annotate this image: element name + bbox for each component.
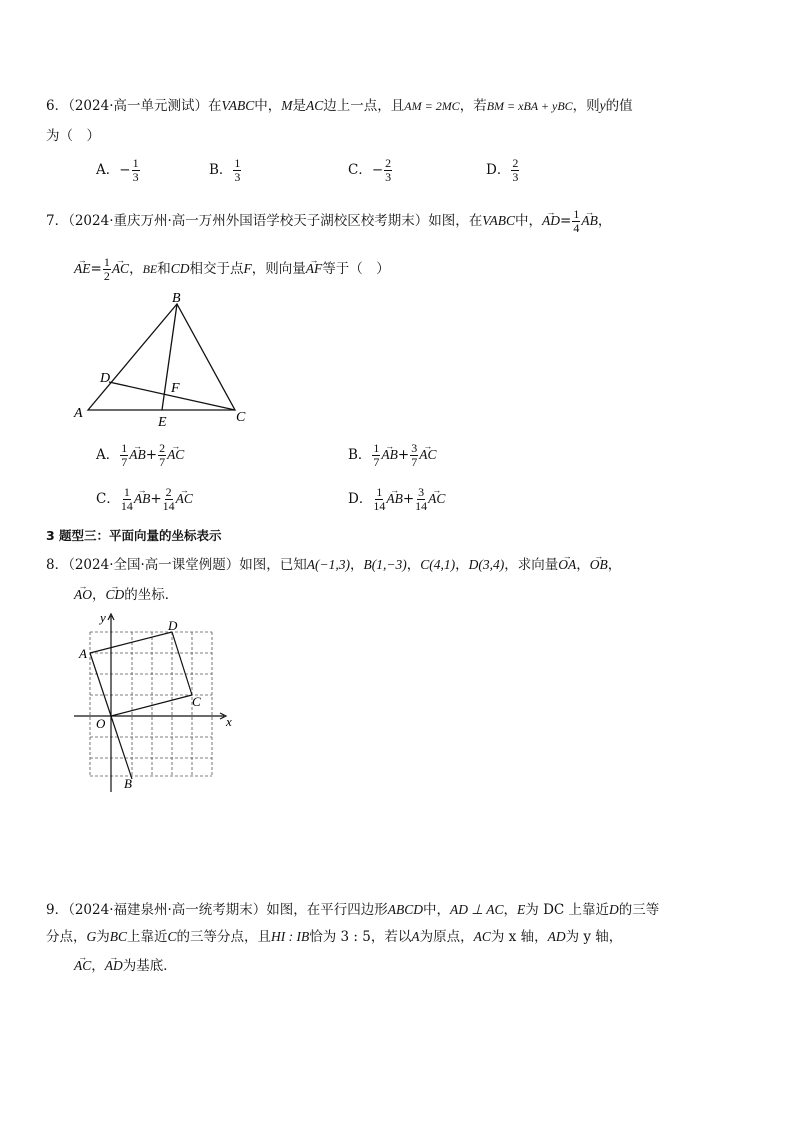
fraction: [373, 486, 385, 513]
option-label: A．: [96, 447, 120, 463]
denominator: 7: [411, 455, 418, 469]
q7-vec-AE: → AE: [74, 260, 91, 278]
denominator: 7: [159, 455, 166, 469]
q7-label-D: D: [100, 371, 111, 386]
numerator: 1: [121, 441, 128, 455]
fraction: [511, 157, 519, 184]
denominator: 3: [512, 170, 519, 184]
q6-option-d[interactable]: [486, 157, 520, 184]
denominator: 3: [385, 170, 392, 184]
q7-text: 等于（ ）: [322, 261, 390, 277]
q7-text: ，: [129, 261, 143, 277]
q8-vec-CD: → CD: [106, 586, 125, 604]
fraction: [384, 157, 392, 184]
q6-stem: 6．（2024·高一单元测试）在: [46, 98, 222, 114]
q7-eq: =: [560, 213, 572, 229]
q8-point-C: C(4,1): [420, 557, 456, 572]
q6-option-b[interactable]: [209, 157, 242, 184]
q8-sep: ，: [350, 557, 364, 573]
fraction: [120, 442, 128, 469]
q6-option-c[interactable]: [348, 157, 393, 184]
q8-label-O: O: [96, 716, 106, 731]
q9-ratio: HI : IB: [271, 929, 310, 944]
option-label: B．: [348, 447, 372, 463]
q9-text: 为原点，: [419, 929, 474, 945]
q7-BE: BE: [142, 262, 158, 276]
q8-vec-OB: → OB: [590, 556, 608, 574]
q7-option-d[interactable]: [348, 486, 445, 513]
fraction: [233, 157, 241, 184]
q9-AD: AD: [547, 929, 566, 944]
q9-text: 为 y 轴，: [565, 929, 623, 945]
q9-A: A: [411, 929, 420, 944]
section-title: 3 题型三：平面向量的坐标表示: [46, 528, 222, 543]
numerator: 3: [411, 441, 418, 455]
q7-vec-AB: → AB: [581, 212, 598, 230]
numerator: 2: [165, 485, 172, 499]
q7-label-C: C: [236, 410, 246, 425]
q6-vector-eq1: AM = 2MC: [404, 99, 460, 113]
q9-ABCD: ABCD: [387, 902, 424, 917]
q8-point-D: D(3,4): [468, 557, 505, 572]
vec-AB: → AB: [129, 446, 146, 464]
q8-sep: ，: [455, 557, 469, 573]
q9-text: 中，: [423, 902, 451, 918]
fraction: [410, 442, 418, 469]
denominator: 14: [162, 499, 175, 513]
q8-label-y: y: [100, 610, 106, 625]
q8-vec-AO: → AO: [74, 586, 92, 604]
fraction: [121, 486, 133, 513]
denominator: 14: [373, 499, 386, 513]
fraction: [103, 256, 111, 283]
q8-label-D: D: [168, 618, 178, 633]
q9-text: ，: [503, 902, 518, 918]
q8-sep: ，: [607, 557, 622, 573]
q9-text: 的三等: [618, 902, 660, 918]
q9-line1: [46, 901, 659, 919]
q9-G: G: [86, 929, 97, 944]
q7-eq: =: [90, 261, 102, 277]
q6-M: M: [281, 98, 293, 113]
fraction: [158, 442, 166, 469]
vec-AC: → AC: [167, 446, 184, 464]
fraction: [132, 157, 140, 184]
plus: +: [397, 447, 410, 463]
q7-vec-AF: → AF: [306, 260, 323, 278]
q9-line2: [46, 928, 622, 946]
q9-sep: ，: [91, 958, 105, 974]
denominator: 7: [121, 455, 128, 469]
q9-text: 上靠近: [127, 929, 168, 945]
q6-text: 边上一点，且: [323, 98, 405, 114]
q8-label-x: x: [226, 714, 232, 729]
q7-triangle-figure: [64, 286, 264, 431]
q7-text: 和: [157, 261, 171, 277]
q9-text: 恰为 3 : 5，若以: [309, 929, 412, 945]
q7-label-B: B: [172, 291, 181, 306]
q9-AC: AC: [473, 929, 491, 944]
q6-text: 是: [292, 98, 306, 114]
fraction: [572, 208, 580, 235]
q7-comma: ，: [597, 213, 612, 229]
vec-AB: → AB: [381, 446, 398, 464]
plus: +: [150, 491, 162, 507]
q7-text: ，则向量: [251, 261, 306, 277]
q6-line1: [46, 97, 633, 115]
q7-text: 相交于点: [189, 261, 244, 277]
q8-line1: [46, 556, 621, 574]
q9-vec-AC: → AC: [74, 957, 91, 975]
plus: +: [145, 447, 158, 463]
q9-D: D: [609, 902, 619, 917]
q9-C: C: [167, 929, 177, 944]
q8-sep: ，: [92, 587, 106, 603]
numerator: 2: [159, 441, 166, 455]
denominator: 7: [373, 455, 380, 469]
vec-AC: → AC: [428, 490, 445, 508]
option-label: D．: [486, 162, 511, 178]
numerator: 3: [418, 485, 425, 499]
denominator: 14: [120, 499, 133, 513]
numerator: 1: [373, 441, 380, 455]
q7-triangle: VABC: [482, 213, 516, 228]
numerator: 2: [512, 156, 519, 170]
denominator: 3: [132, 170, 139, 184]
option-sign: −: [119, 162, 131, 178]
denominator: 3: [234, 170, 241, 184]
q7-label-F: F: [171, 381, 180, 396]
q8-label-B: B: [124, 776, 132, 791]
vec-AB: → AB: [134, 490, 151, 508]
numerator: 1: [123, 485, 130, 499]
vec-AB: → AB: [386, 490, 403, 508]
q8-sep: ，: [576, 557, 590, 573]
q6-line2: 为（ ）: [46, 128, 100, 144]
q7-option-b[interactable]: [348, 442, 437, 469]
denominator: 4: [573, 221, 580, 235]
q6-option-a[interactable]: [96, 157, 141, 184]
q8-vec-OA: → OA: [558, 556, 576, 574]
q8-label-A: A: [79, 646, 87, 661]
option-sign: −: [371, 162, 384, 178]
denominator: 2: [103, 269, 110, 283]
fraction: [372, 442, 380, 469]
option-label: C．: [348, 162, 372, 178]
numerator: 1: [103, 255, 110, 269]
q9-text: 为基底．: [122, 958, 177, 974]
fraction: [415, 486, 427, 513]
q7-F: F: [243, 261, 252, 276]
option-label: D．: [348, 491, 373, 507]
q9-perp: AD ⊥ AC: [450, 902, 504, 917]
q6-text: 中，: [254, 98, 282, 114]
numerator: 1: [573, 207, 580, 221]
q9-text: 为: [96, 929, 110, 945]
q7-text: 中，: [515, 213, 543, 229]
q8-point-A: A(−1,3): [306, 557, 351, 572]
q9-text: 为 DC 上靠近: [525, 902, 610, 918]
q7-line2: [74, 256, 390, 283]
denominator: 14: [415, 499, 428, 513]
q6-text: ，若: [459, 98, 487, 114]
q8-text: ，求向量: [504, 557, 559, 573]
q8-stem: 8．（2024·全国·高一课堂例题）如图，已知: [46, 557, 307, 573]
q8-sep: ，: [406, 557, 421, 573]
q9-E: E: [517, 902, 526, 917]
q8-label-C: C: [192, 694, 201, 709]
numerator: 1: [132, 156, 139, 170]
numerator: 1: [234, 156, 241, 170]
q7-option-c[interactable]: [96, 486, 193, 513]
numerator: 2: [385, 156, 392, 170]
q8-point-B: B(1,−3): [363, 557, 407, 572]
q9-text: 分点，: [46, 929, 87, 945]
q9-vec-AD: → AD: [105, 957, 123, 975]
q8-line2: [74, 586, 178, 604]
q6-AC: AC: [306, 98, 324, 113]
q7-CD: CD: [170, 261, 190, 276]
q7-vec-AC: → AC: [112, 260, 129, 278]
q7-label-E: E: [158, 415, 167, 430]
q6-text: ，则: [572, 98, 600, 114]
option-label: B．: [209, 162, 233, 178]
option-label: C．: [96, 491, 120, 507]
q6-vector-eq2: BM = xBA + yBC: [486, 99, 573, 113]
plus: +: [402, 491, 415, 507]
q8-coordinate-figure: [66, 608, 246, 798]
q9-text: 为 x 轴，: [490, 929, 548, 945]
q7-vec-AD: → AD: [542, 212, 560, 230]
q6-triangle: VABC: [221, 98, 255, 113]
numerator: 1: [376, 485, 383, 499]
q9-stem: 9．（2024·福建泉州·高一统考期末）如图，在平行四边形: [46, 902, 388, 918]
fraction: [163, 486, 175, 513]
vec-AC: → AC: [419, 446, 436, 464]
q9-BC: BC: [109, 929, 128, 944]
option-label: A．: [96, 162, 120, 178]
q9-text: 的三等分点，且: [176, 929, 272, 945]
q8-text: 的坐标．: [124, 587, 179, 603]
q6-text: 的值: [605, 98, 633, 114]
q7-option-a[interactable]: [96, 442, 184, 469]
q7-line1: [46, 208, 611, 235]
vec-AC: → AC: [176, 490, 193, 508]
q9-line3: [74, 957, 177, 975]
q7-label-A: A: [74, 406, 83, 421]
q7-stem: 7．（2024·重庆万州·高一万州外国语学校天子湖校区校考期末）如图，在: [46, 213, 483, 229]
q6-y: y: [599, 98, 606, 113]
